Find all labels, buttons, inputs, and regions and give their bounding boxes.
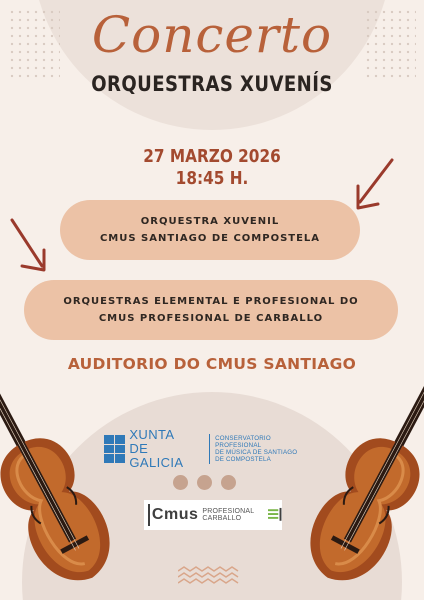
event-time: 18:45 H.	[175, 168, 249, 189]
conservatorio-line-3: DE COMPOSTELA	[215, 456, 271, 464]
conservatorio-text	[215, 435, 316, 464]
violin-right-image	[310, 330, 424, 600]
performer-1-line-1: ORQUESTRA XUVENIL	[140, 216, 280, 227]
xunta-emblem-icon	[104, 435, 125, 463]
poster-script-title: Concerto	[91, 6, 333, 64]
arrow-down-right-icon	[8, 216, 52, 276]
decorative-dot-2	[197, 475, 212, 490]
logo-divider	[209, 434, 210, 464]
performer-pill-1	[60, 200, 360, 260]
decorative-dot-1	[173, 475, 188, 490]
xunta-text	[129, 428, 204, 470]
cmus-bar-icon	[148, 504, 150, 526]
cmus-word: Cmus	[151, 506, 199, 523]
xunta-line-1: XUNTA	[129, 427, 175, 442]
venue-name: AUDITORIO DO CMUS SANTIAGO	[67, 355, 357, 373]
xunta-line-2: DE GALICIA	[129, 441, 184, 470]
decorative-dot-3	[221, 475, 236, 490]
zigzag-decoration	[178, 566, 244, 588]
performer-1-line-2: CMUS SANTIAGO DE COMPOSTELA	[99, 233, 321, 244]
poster-subtitle: ORQUESTRAS XUVENÍS	[91, 72, 333, 96]
conservatorio-line-1: CONSERVATORIO PROFESIONAL	[215, 434, 271, 449]
performer-2-line-1: ORQUESTRAS ELEMENTAL E PROFESIONAL DO	[63, 296, 359, 307]
cmus-sub: PROFESIONAL CARBALLO	[202, 508, 255, 522]
arrow-down-left-icon	[352, 156, 396, 212]
cmus-carballo-logo	[144, 500, 282, 530]
conservatorio-line-2: DE MÚSICA DE SANTIAGO	[215, 449, 298, 456]
cmus-stripes-icon	[268, 504, 282, 526]
event-date-time	[32, 146, 392, 190]
event-date: 27 MARZO 2026	[143, 146, 281, 167]
performer-2-line-2: CMUS PROFESIONAL DE CARBALLO	[98, 313, 324, 324]
violin-left-image	[0, 330, 110, 600]
xunta-conservatorio-logo	[104, 427, 316, 470]
